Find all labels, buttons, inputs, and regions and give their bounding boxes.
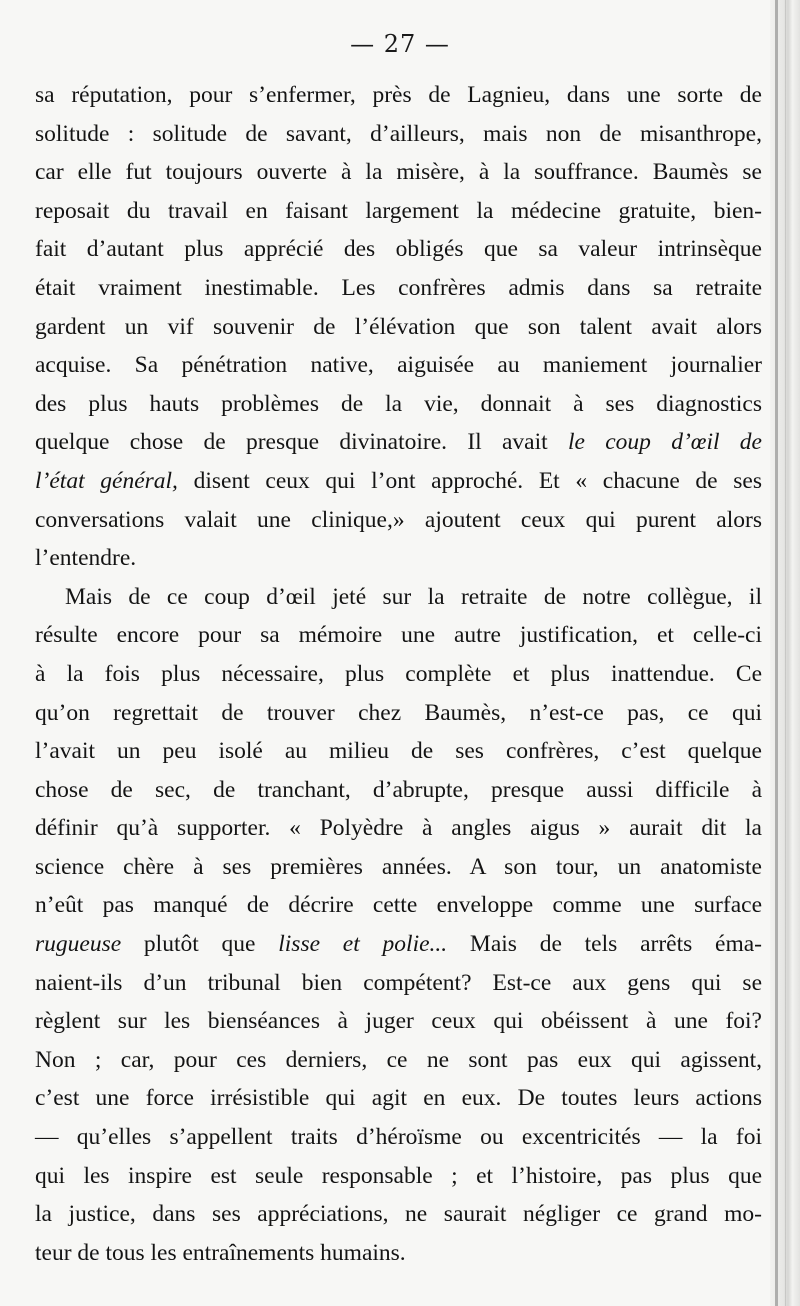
text-line: Mais de ce coup d’œil jeté sur la retraite de notre collègue, il [65, 583, 762, 610]
paragraph-2 [35, 578, 762, 1273]
text-line: naient-ils d’un tribunal bien compétent? Est-ce aux gens qui se [35, 969, 762, 996]
text-line: c’est une force irrésistible qui agit en eux. De toutes leurs actions [35, 1085, 762, 1112]
text-line: solitude : solitude de savant, d’ailleurs, mais non de misanthrope, [35, 120, 762, 147]
text-line: n’eût pas manqué de décrire cette enveloppe comme une surface [35, 892, 762, 919]
italic-phrase: l’état général, [35, 467, 178, 494]
text-line: science chère à ses premières années. A son tour, un anatomiste [35, 853, 762, 880]
text-line: car elle fut toujours ouverte à la misère, à la souffrance. Baumès se [35, 159, 762, 186]
text-line: — qu’elles s’appellent traits d’héroïsme ou excentricités — la foi [35, 1124, 762, 1151]
italic-phrase: lisse et polie... [278, 931, 448, 958]
text-line: reposait du travail en faisant largement la médecine gratuite, bien- [35, 197, 762, 224]
italic-phrase: rugueuse [35, 931, 122, 958]
text-line: conversations valait une clinique,» ajoutent ceux qui purent alors [35, 506, 762, 533]
text-line: l’entendre. [35, 545, 137, 572]
text-line: l’avait un peu isolé au milieu de ses confrères, c’est quelque [35, 738, 762, 765]
text-line: des plus hauts problèmes de la vie, donnait à ses diagnostics [35, 390, 762, 417]
text-line: gardent un vif souvenir de l’élévation que son talent avait alors [35, 313, 762, 340]
text-line: la justice, dans ses appréciations, ne saurait négliger ce grand mo- [35, 1201, 762, 1228]
text-line: sa réputation, pour s’enfermer, près de Lagnieu, dans une sorte de [35, 82, 762, 108]
text-line: fait d’autant plus apprécié des obligés que sa valeur intrinsèque [35, 236, 762, 263]
text-line: rugueuse plutôt que lisse et polie... Mais de tels arrêts éma- [35, 931, 762, 958]
body-text [35, 76, 762, 1272]
text-line: l’état général, disent ceux qui l’ont approché. Et « chacune de ses [35, 467, 762, 494]
binding-line [775, 0, 778, 1306]
italic-phrase: le coup d’œil de [567, 429, 762, 456]
text-line: chose de sec, de tranchant, d’abrupte, presque aussi difficile à [35, 776, 762, 803]
text-line: teur de tous les entraînements humains. [35, 1239, 406, 1266]
binding-line-thin [785, 0, 786, 1306]
text-line: Non ; car, pour ces derniers, ce ne sont pas eux qui agissent, [35, 1046, 762, 1073]
text-line: était vraiment inestimable. Les confrères admis dans sa retraite [35, 274, 762, 301]
text-line: acquise. Sa pénétration native, aiguisée au maniement journalier [35, 352, 762, 379]
text-line: définir qu’à supporter. « Polyèdre à angles aigus » aurait dit la [35, 815, 762, 842]
text-line: à la fois plus nécessaire, plus complète et plus inattendue. Ce [35, 660, 762, 687]
text-line: quelque chose de presque divinatoire. Il avait le coup d’œil de [35, 429, 762, 456]
text-line: règlent sur les bienséances à juger ceux qui obéissent à une foi? [35, 1008, 762, 1035]
text-line: qu’on regrettait de trouver chez Baumès, n’est-ce pas, ce qui [35, 699, 762, 726]
text-line: qui les inspire est seule responsable ; et l’histoire, pas plus que [35, 1162, 762, 1189]
text-line: résulte encore pour sa mémoire une autre justification, et celle-ci [35, 622, 762, 649]
page-number: — 27 — [350, 30, 450, 58]
paragraph-1 [35, 76, 762, 578]
